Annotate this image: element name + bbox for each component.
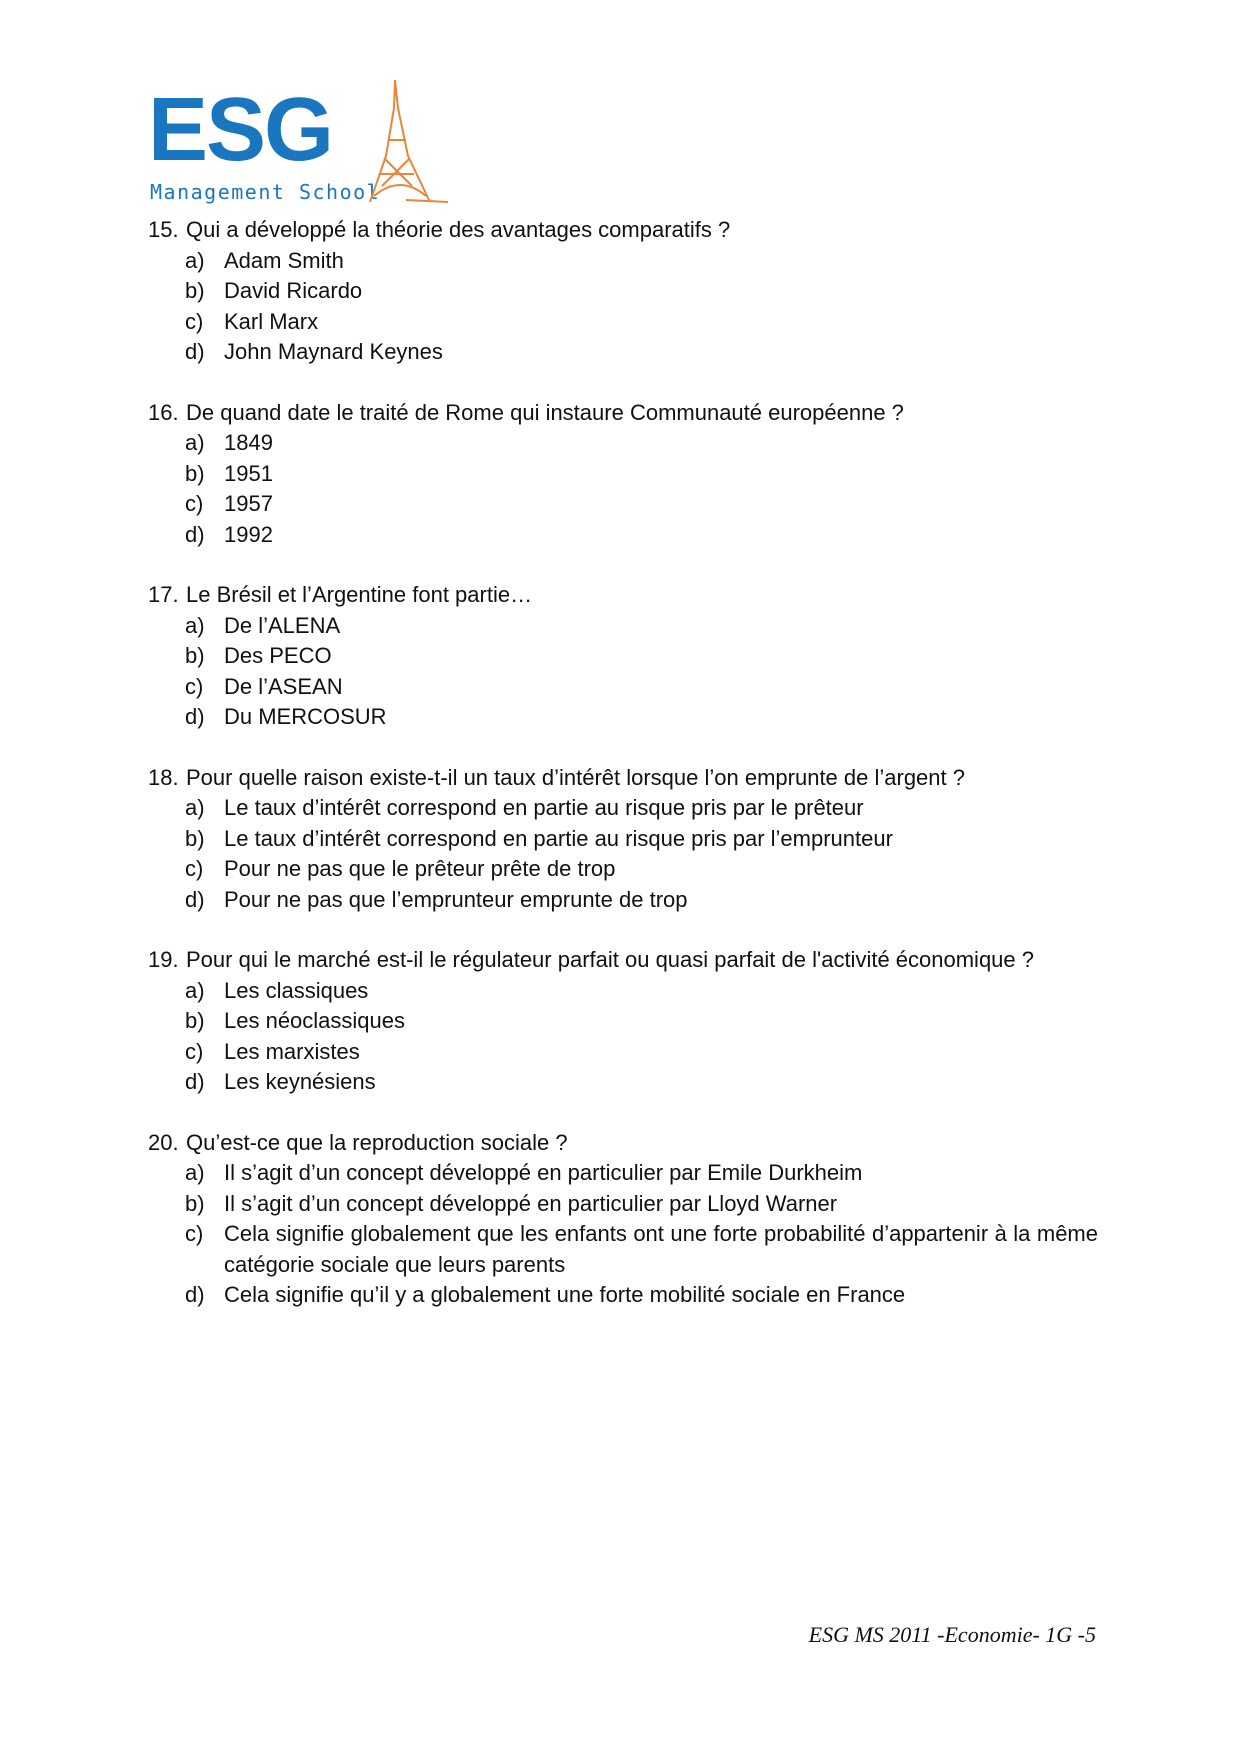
option-text: 1957 [224, 491, 273, 516]
answer-option [148, 459, 1098, 490]
option-letter: c) [185, 1038, 204, 1064]
option-text: 1951 [224, 460, 273, 486]
question-number: 19. [148, 947, 179, 972]
question-17 [148, 580, 1098, 733]
answer-option [148, 1006, 1098, 1037]
option-letter: a) [185, 795, 205, 820]
question-18 [148, 763, 1098, 916]
answer-option [148, 1037, 1098, 1068]
answer-option [148, 1219, 1098, 1280]
question-stem [148, 1128, 1098, 1159]
option-text: Des PECO [224, 643, 332, 668]
page-footer: ESG MS 2011 -Economie- 1G -5 [808, 1622, 1096, 1647]
question-text: Qu’est-ce que la reproduction sociale ? [186, 1129, 568, 1155]
option-letter: d) [185, 339, 205, 364]
answer-option [148, 793, 1098, 824]
logo-brand-text: ESG [148, 80, 333, 180]
option-text: De l’ASEAN [224, 673, 343, 699]
option-letter: d) [185, 521, 205, 547]
option-letter: c) [185, 673, 204, 699]
question-stem [148, 215, 1098, 246]
option-letter: c) [185, 491, 204, 516]
eiffel-tower-icon [370, 80, 448, 202]
question-number: 18. [148, 764, 179, 790]
option-letter: a) [185, 977, 205, 1003]
option-text: Pour ne pas que le prêteur prête de trop [224, 856, 616, 881]
answer-option [148, 276, 1098, 307]
answer-option [148, 885, 1098, 916]
option-text: Pour ne pas que l’emprunteur emprunte de trop [224, 886, 688, 912]
answer-option [148, 1189, 1098, 1220]
question-number: 15. [148, 217, 179, 242]
question-stem [148, 398, 1098, 429]
esg-logo-graphic [148, 78, 448, 208]
esg-logo [148, 78, 448, 208]
option-letter: b) [185, 278, 205, 303]
question-text: De quand date le traité de Rome qui instaure Communauté européenne ? [186, 399, 904, 425]
option-letter: d) [185, 1069, 205, 1094]
question-stem [148, 763, 1098, 794]
option-text: Les néoclassiques [224, 1008, 406, 1033]
option-letter: d) [185, 1282, 205, 1307]
question-stem [148, 580, 1098, 611]
question-number: 16. [148, 399, 179, 425]
option-text: Le taux d’intérêt correspond en partie au risque pris par le prêteur [224, 795, 864, 820]
answer-option [148, 1158, 1098, 1189]
answer-option [148, 702, 1098, 733]
question-text: Pour quelle raison existe-t-il un taux d’intérêt lorsque l’on emprunte de l’argent ? [186, 764, 965, 790]
answer-option [148, 824, 1098, 855]
option-text: Adam Smith [224, 247, 344, 273]
option-letter: a) [185, 612, 205, 638]
question-19 [148, 945, 1098, 1098]
option-letter: b) [185, 825, 205, 851]
option-letter: b) [185, 1008, 205, 1033]
option-text: Les classiques [224, 977, 369, 1003]
option-letter: b) [185, 1190, 205, 1216]
option-text: De l’ALENA [224, 612, 341, 638]
option-text: Karl Marx [224, 308, 319, 334]
option-text: Du MERCOSUR [224, 704, 387, 729]
option-text: Les keynésiens [224, 1069, 376, 1094]
answer-option [148, 672, 1098, 703]
option-letter: a) [185, 247, 205, 273]
option-letter: c) [185, 308, 204, 334]
option-letter: b) [185, 643, 205, 668]
question-20 [148, 1128, 1098, 1311]
option-letter: d) [185, 886, 205, 912]
question-number: 20. [148, 1129, 179, 1155]
question-16 [148, 398, 1098, 551]
option-text: 1992 [224, 521, 273, 547]
option-text: Il s’agit d’un concept développé en particulier par Emile Durkheim [224, 1160, 863, 1185]
question-text: Qui a développé la théorie des avantages comparatifs ? [186, 217, 731, 242]
answer-option [148, 1067, 1098, 1098]
option-letter: c) [185, 856, 204, 881]
answer-option [148, 1280, 1098, 1311]
answer-option [148, 854, 1098, 885]
option-letter: c) [185, 1221, 204, 1246]
question-list [148, 215, 1098, 1341]
answer-option [148, 489, 1098, 520]
option-letter: b) [185, 460, 205, 486]
answer-option [148, 428, 1098, 459]
option-text: Cela signifie globalement que les enfants ont une forte probabilité d’appartenir à la même catégorie sociale que leurs parents [224, 1221, 1098, 1277]
answer-option [148, 307, 1098, 338]
answer-option [148, 520, 1098, 551]
answer-option [148, 641, 1098, 672]
option-text: 1849 [224, 430, 273, 455]
logo-subtitle-text: Management School [150, 180, 381, 204]
option-letter: d) [185, 704, 205, 729]
option-text: Cela signifie qu’il y a globalement une forte mobilité sociale en France [224, 1282, 906, 1307]
question-15 [148, 215, 1098, 368]
answer-option [148, 337, 1098, 368]
answer-option [148, 611, 1098, 642]
option-text: Il s’agit d’un concept développé en particulier par Lloyd Warner [224, 1190, 838, 1216]
option-text: David Ricardo [224, 278, 363, 303]
option-letter: a) [185, 430, 205, 455]
question-text: Le Brésil et l’Argentine font partie… [186, 582, 533, 607]
answer-option [148, 246, 1098, 277]
question-number: 17. [148, 582, 179, 607]
answer-option [148, 976, 1098, 1007]
option-letter: a) [185, 1160, 205, 1185]
option-text: Le taux d’intérêt correspond en partie au risque pris par l’emprunteur [224, 825, 893, 851]
question-text: Pour qui le marché est-il le régulateur parfait ou quasi parfait de l'activité économique ? [186, 947, 1034, 972]
question-stem [148, 945, 1098, 976]
option-text: John Maynard Keynes [224, 339, 443, 364]
option-text: Les marxistes [224, 1038, 360, 1064]
